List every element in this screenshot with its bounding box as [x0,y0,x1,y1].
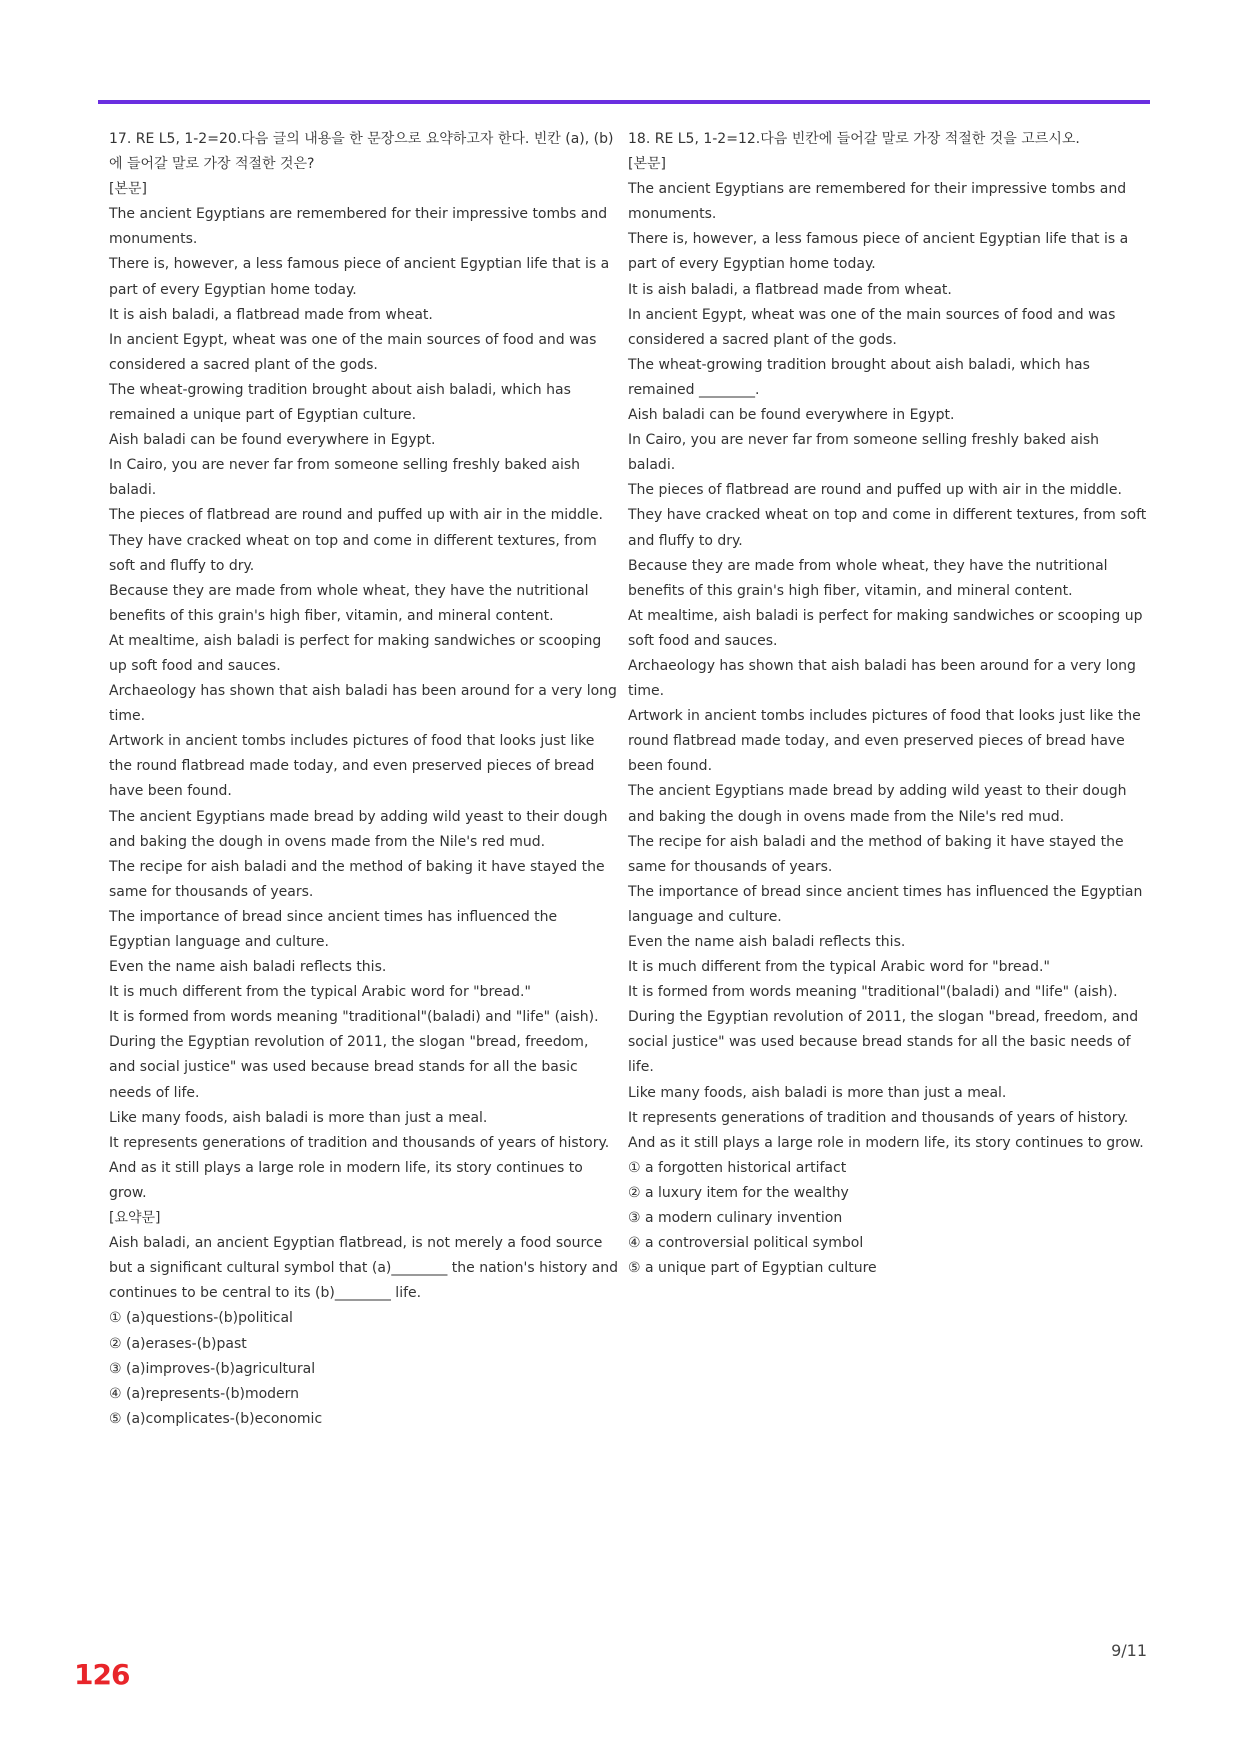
passage-line: Because they are made from whole wheat, they have the nutritional benefits of this grain's high fiber, vitamin, and mineral content. [109,582,589,624]
passage-line: It represents generations of tradition and thousands of years of history. [628,1109,1129,1126]
passage-line: The ancient Egyptians are remembered for their impressive tombs and monuments. [628,181,1127,223]
passage-line: Like many foods, aish baladi is more than just a meal. [109,1109,488,1126]
answer-option-4: ④ a controversial political symbol [628,1235,864,1252]
passage-line: The importance of bread since ancient times has influenced the Egyptian language and culture. [109,908,558,950]
passage-line: There is, however, a less famous piece of ancient Egyptian life that is a part of every Egyptian home today. [109,256,610,298]
question-17-body-label: [본문] [109,181,147,198]
passage-line: The wheat-growing tradition brought about aish baladi, which has remained ________. [628,356,1090,398]
passage-line: During the Egyptian revolution of 2011, the slogan "bread, freedom, and social justice" was used because bread stands for all the basic needs of life. [628,1009,1139,1076]
passage-line: The ancient Egyptians made bread by adding wild yeast to their dough and baking the dough in ovens made from the Nile's red mud. [109,808,608,850]
passage-line: The wheat-growing tradition brought about aish baladi, which has remained a unique part of Egyptian culture. [109,381,571,424]
answer-option-4: ④ (a)represents-(b)modern [109,1385,300,1402]
passage-line: At mealtime, aish baladi is perfect for making sandwiches or scooping up soft food and sauces. [109,632,602,674]
answer-option-3: ③ a modern culinary invention [628,1210,843,1227]
passage-line: The importance of bread since ancient times has influenced the Egyptian language and culture. [628,883,1143,925]
passage-line: The recipe for aish baladi and the method of baking it have stayed the same for thousands of years. [628,833,1124,875]
answer-option-5: ⑤ (a)complicates-(b)economic [109,1410,323,1427]
passage-line: There is, however, a less famous piece of ancient Egyptian life that is a part of every Egyptian home today. [628,231,1129,273]
question-17 [109,127,619,1432]
question-18-title: 18. RE L5, 1-2=12.다음 빈칸에 들어갈 말로 가장 적절한 것을 고르시오. [628,131,1080,147]
passage-line: Artwork in ancient tombs includes pictures of food that looks just like the round flatbread made today, and even preserved pieces of bread have been found. [109,733,595,800]
passage-line: The ancient Egyptians made bread by adding wild yeast to their dough and baking the dough in ovens made from the Nile's red mud. [628,783,1127,825]
passage-line: Like many foods, aish baladi is more than just a meal. [628,1084,1007,1101]
passage-line: It is aish baladi, a flatbread made from wheat. [628,281,952,298]
passage-line: It is aish baladi, a flatbread made from wheat. [109,306,433,323]
answer-option-1: ① a forgotten historical artifact [628,1159,847,1176]
passage-line: It is much different from the typical Arabic word for "bread." [109,984,531,1001]
answer-option-2: ② (a)erases-(b)past [109,1335,247,1352]
answer-option-3: ③ (a)improves-(b)agricultural [109,1360,316,1377]
question-18-body-label: [본문] [628,156,666,173]
passage-line: Archaeology has shown that aish baladi has been around for a very long time. [109,683,617,725]
page-number: 9/11 [1111,1641,1147,1660]
passage-line: Aish baladi can be found everywhere in Egypt. [109,432,436,449]
question-17-options [109,1306,619,1431]
question-18-options [628,1156,1150,1281]
passage-line: In Cairo, you are never far from someone selling freshly baked aish baladi. [628,432,1100,474]
passage-line: The pieces of flatbread are round and puffed up with air in the middle. [109,507,603,524]
passage-line: Even the name aish baladi reflects this. [628,934,906,950]
passage-line: It is formed from words meaning "traditional"(baladi) and "life" (aish). [628,984,1118,1001]
passage-line: Aish baladi can be found everywhere in Egypt. [628,407,955,424]
question-17-summary: Aish baladi, an ancient Egyptian flatbread, is not merely a food source but a significant cultural symbol that (a)________ the nation's history and continues to be central to its (b)________ life. [109,1235,619,1302]
passage-line: In ancient Egypt, wheat was one of the main sources of food and was considered a sacred plant of the gods. [628,306,1116,348]
passage-line: It is formed from words meaning "traditional"(baladi) and "life" (aish). [109,1009,599,1026]
passage-line: The ancient Egyptians are remembered for their impressive tombs and monuments. [109,206,608,248]
passage-line: And as it still plays a large role in modern life, its story continues to grow. [628,1134,1144,1151]
question-18-passage [628,177,1150,1156]
question-17-title: 17. RE L5, 1-2=20.다음 글의 내용을 한 문장으로 요약하고자 한다. 빈칸 (a), (b)에 들어갈 말로 가장 적절한 것은? [109,131,614,173]
passage-line: In Cairo, you are never far from someone selling freshly baked aish baladi. [109,457,581,499]
brand-logo: 126 [74,1658,130,1691]
passage-line: It represents generations of tradition and thousands of years of history. [109,1134,610,1151]
passage-line: The pieces of flatbread are round and puffed up with air in the middle. [628,482,1122,499]
passage-line: The recipe for aish baladi and the method of baking it have stayed the same for thousands of years. [109,858,605,900]
passage-line: And as it still plays a large role in modern life, its story continues to grow. [109,1159,583,1201]
passage-line: They have cracked wheat on top and come in different textures, from soft and fluffy to dry. [109,532,597,574]
passage-line: They have cracked wheat on top and come in different textures, from soft and fluffy to dry. [628,507,1147,549]
answer-option-1: ① (a)questions-(b)political [109,1310,293,1327]
answer-option-5: ⑤ a unique part of Egyptian culture [628,1260,877,1277]
passage-line: During the Egyptian revolution of 2011, the slogan "bread, freedom, and social justice" was used because bread stands for all the basic needs of life. [109,1034,589,1101]
passage-line: Archaeology has shown that aish baladi has been around for a very long time. [628,657,1136,700]
passage-line: Because they are made from whole wheat, they have the nutritional benefits of this grain's high fiber, vitamin, and mineral content. [628,557,1108,599]
question-17-summary-label: [요약문] [109,1210,161,1227]
header-rule [98,100,1150,104]
passage-line: At mealtime, aish baladi is perfect for making sandwiches or scooping up soft food and sauces. [628,607,1143,649]
question-18 [628,127,1150,1281]
passage-line: Artwork in ancient tombs includes pictures of food that looks just like the round flatbread made today, and even preserved pieces of bread have been found. [628,708,1141,775]
passage-line: In ancient Egypt, wheat was one of the main sources of food and was considered a sacred plant of the gods. [109,331,597,373]
passage-line: Even the name aish baladi reflects this. [109,959,387,976]
question-17-passage [109,202,619,1206]
answer-option-2: ② a luxury item for the wealthy [628,1184,849,1201]
passage-line: It is much different from the typical Arabic word for "bread." [628,959,1050,976]
